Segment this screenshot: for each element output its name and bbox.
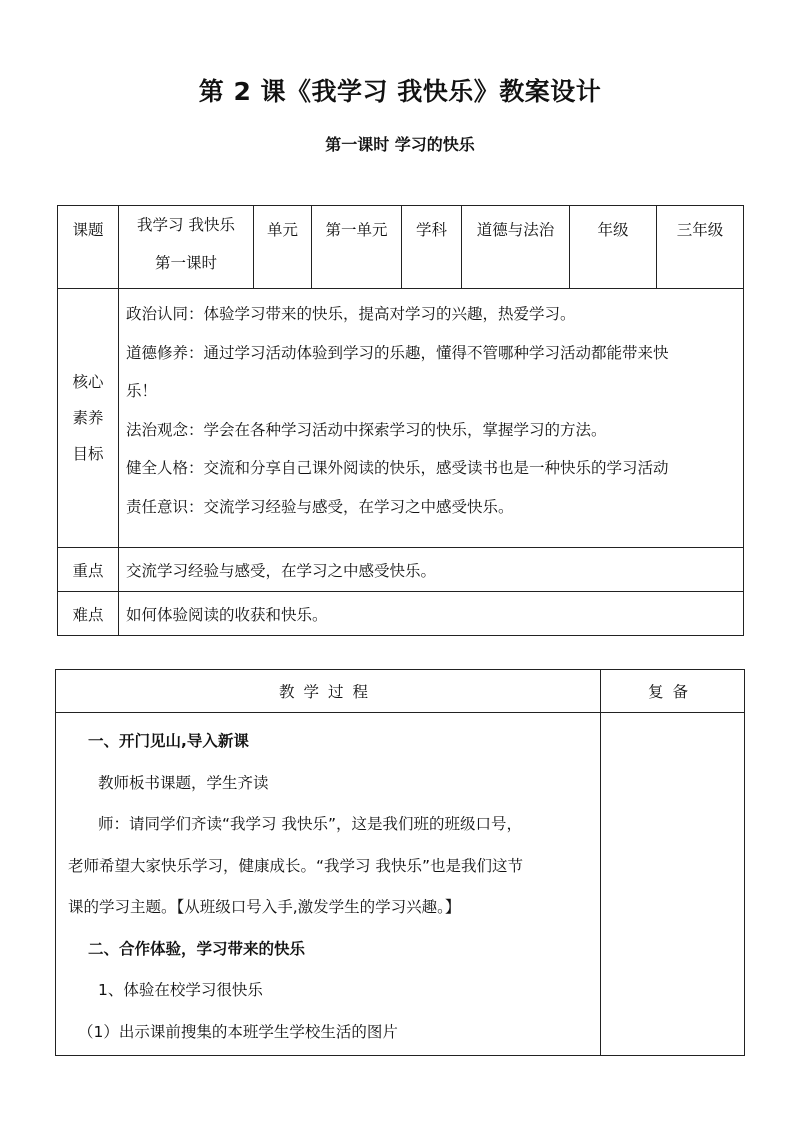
section-heading: 一、开门见山,导入新课 [88, 732, 249, 750]
core-goals-content [119, 289, 744, 548]
goal-line: 法治观念：学会在各种学习活动中探索学习的快乐，掌握学习的方法。 [126, 420, 607, 439]
goal-line: 乐！ [126, 382, 158, 400]
topic-value-line1: 我学习 我快乐 [137, 216, 235, 234]
grade-label: 年级 [570, 206, 657, 289]
document-subtitle: 第一课时 学习的快乐 [325, 135, 475, 154]
process-header-row [56, 670, 745, 713]
goal-line: 健全人格：交流和分享自己课外阅读的快乐，感受读书也是一种快乐的学习活动 [126, 459, 669, 477]
goal-line: 责任意识：交流学习经验与感受，在学习之中感受快乐。 [126, 497, 514, 516]
topic-label: 课题 [58, 206, 119, 289]
goal-line: 道德修养：通过学习活动体验到学习的乐趣，懂得不管哪种学习活动都能带来快 [126, 343, 669, 362]
key-point-label: 重点 [58, 548, 119, 592]
subject-value: 道德与法治 [462, 206, 570, 289]
info-header-row [58, 206, 744, 289]
key-point-text: 交流学习经验与感受，在学习之中感受快乐。 [119, 548, 744, 592]
process-line: 课的学习主题。【从班级口号入手,激发学生的学习兴趣。】 [68, 898, 461, 916]
revision-header: 复备 [601, 670, 745, 713]
process-line: 1、体验在校学习很快乐 [98, 981, 263, 999]
grade-value: 三年级 [657, 206, 744, 289]
difficulty-text: 如何体验阅读的收获和快乐。 [119, 592, 744, 636]
revision-cell [601, 713, 745, 1056]
process-body-row [56, 713, 745, 1056]
teaching-process-table [55, 669, 745, 1056]
core-goals-label: 核心 素养 目标 [58, 289, 119, 548]
key-point-row [58, 548, 744, 592]
process-line: 老师希望大家快乐学习，健康成长。“我学习 我快乐”也是我们这节 [68, 856, 523, 875]
difficulty-row [58, 592, 744, 636]
process-line: （1）出示课前搜集的本班学生学校生活的图片 [78, 1022, 398, 1041]
document-title: 第 2 课《我学习 我快乐》教案设计 [198, 77, 602, 106]
goal-line: 政治认同：体验学习带来的快乐，提高对学习的兴趣，热爱学习。 [126, 305, 576, 323]
core-goals-row [58, 289, 744, 548]
topic-value [119, 206, 254, 289]
unit-value: 第一单元 [312, 206, 402, 289]
difficulty-label: 难点 [58, 592, 119, 636]
process-content [56, 713, 601, 1056]
section-heading: 二、合作体验，学习带来的快乐 [88, 939, 306, 958]
process-line: 师：请同学们齐读“我学习 我快乐”，这是我们班的班级口号， [98, 815, 522, 833]
unit-label: 单元 [254, 206, 312, 289]
process-line: 教师板书课题，学生齐读 [98, 773, 269, 792]
topic-value-line2: 第一课时 [154, 254, 217, 272]
process-header: 教学过程 [56, 670, 601, 713]
lesson-info-table [57, 205, 744, 636]
subject-label: 学科 [402, 206, 462, 289]
